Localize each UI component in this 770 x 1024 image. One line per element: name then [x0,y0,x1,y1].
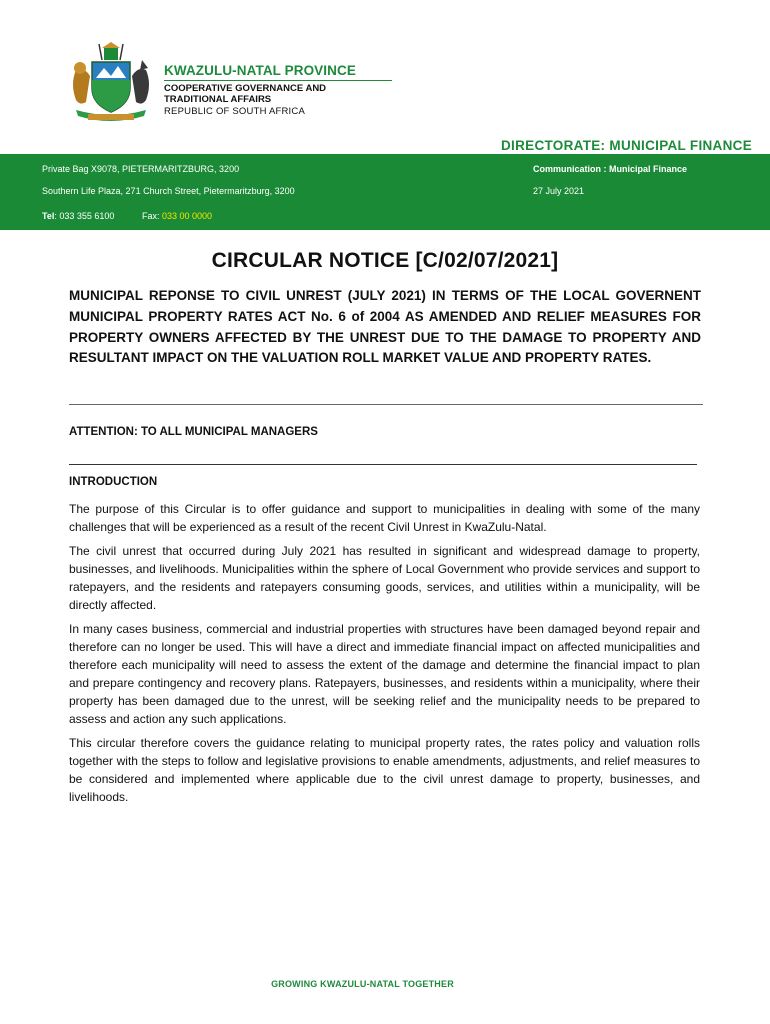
department-name [164,84,326,105]
circular-title: CIRCULAR NOTICE [C/02/07/2021] [211,249,559,272]
street-address: Southern Life Plaza, 271 Church Street, Pietermaritzburg, 3200 [42,186,295,196]
department-line-1: COOPERATIVE GOVERNANCE AND [164,83,327,94]
introduction-body [69,501,700,814]
footer-slogan: GROWING KWAZULU-NATAL TOGETHER [271,979,454,989]
kzn-coat-of-arms-icon [66,40,156,124]
paragraph: In many cases business, commercial and industrial properties with structures have been damaged beyond repair and therefore can no longer be used. This will have a direct and immediate financial impact on affected municipalities and therefore each municipality will need to assess the extent of the damage and determine the financial impact to plan and prepare contingency and recovery plans. Ratepayers, businesses, and residents within a municipality, where their property has been damaged due to the unrest, will be seeking relief and the municipality needs to be prepared to assess and action any such applications. [69,622,700,726]
communication-label: Communication : Municipal Finance [533,164,688,174]
document-date: 27 July 2021 [533,186,585,196]
fax [142,211,212,221]
telephone-value: : 033 355 6100 [54,211,115,221]
introduction-heading: INTRODUCTION [69,476,158,488]
province-divider [164,80,392,81]
attention-line: ATTENTION: TO ALL MUNICIPAL MANAGERS [69,426,318,438]
paragraph: This circular therefore covers the guidance relating to municipal property rates, the rates policy and valuation rolls together with the steps to follow and legislative provisions to enable amendments, adjustments, and relief measures to be considered and implemented where applicable due to the civil unrest damage to property, businesses, and livelihoods. [69,736,700,805]
circular-subject: MUNICIPAL REPONSE TO CIVIL UNREST (JULY 2021) IN TERMS OF THE LOCAL GOVERNENT MUNICIPAL PROPERTY RATES ACT No. 6 of 2004 AS AMENDED AND RELIEF MEASURES FOR PROPERTY OWNERS AFFECTED BY THE UNREST DUE TO THE DAMAGE TO PROPERTY AND RESULTANT IMPACT ON THE VALUATION ROLL MARKET VALUE AND PROPERTY RATES. [69,288,701,366]
contact-band [0,154,770,230]
fax-label: Fax: [142,211,160,221]
telephone-label: Tel [42,211,55,221]
paragraph: The purpose of this Circular is to offer guidance and support to municipalities in dealing with some of the many challenges that will be experienced as a result of the recent Civil Unrest in KwaZulu-Natal. [69,502,700,534]
fax-value: 033 00 0000 [159,211,213,221]
department-line-2: TRADITIONAL AFFAIRS [164,93,272,105]
province-title: KWAZULU-NATAL PROVINCE [164,63,356,78]
paragraph: The civil unrest that occurred during July 2021 has resulted in significant and widespread damage to property, businesses, and livelihoods. Municipalities within the sphere of Local Government who provide services and support to ratepayers, and the residents and ratepayers consuming goods, services, and utilities within a municipality, will be directly affected. [69,544,700,613]
republic-label: REPUBLIC OF SOUTH AFRICA [164,106,305,117]
attention-divider [69,464,697,465]
postal-address: Private Bag X9078, PIETERMARITZBURG, 3200 [42,164,240,174]
telephone [42,211,114,221]
subject-divider [69,404,703,405]
directorate-title: DIRECTORATE: MUNICIPAL FINANCE [501,138,752,153]
